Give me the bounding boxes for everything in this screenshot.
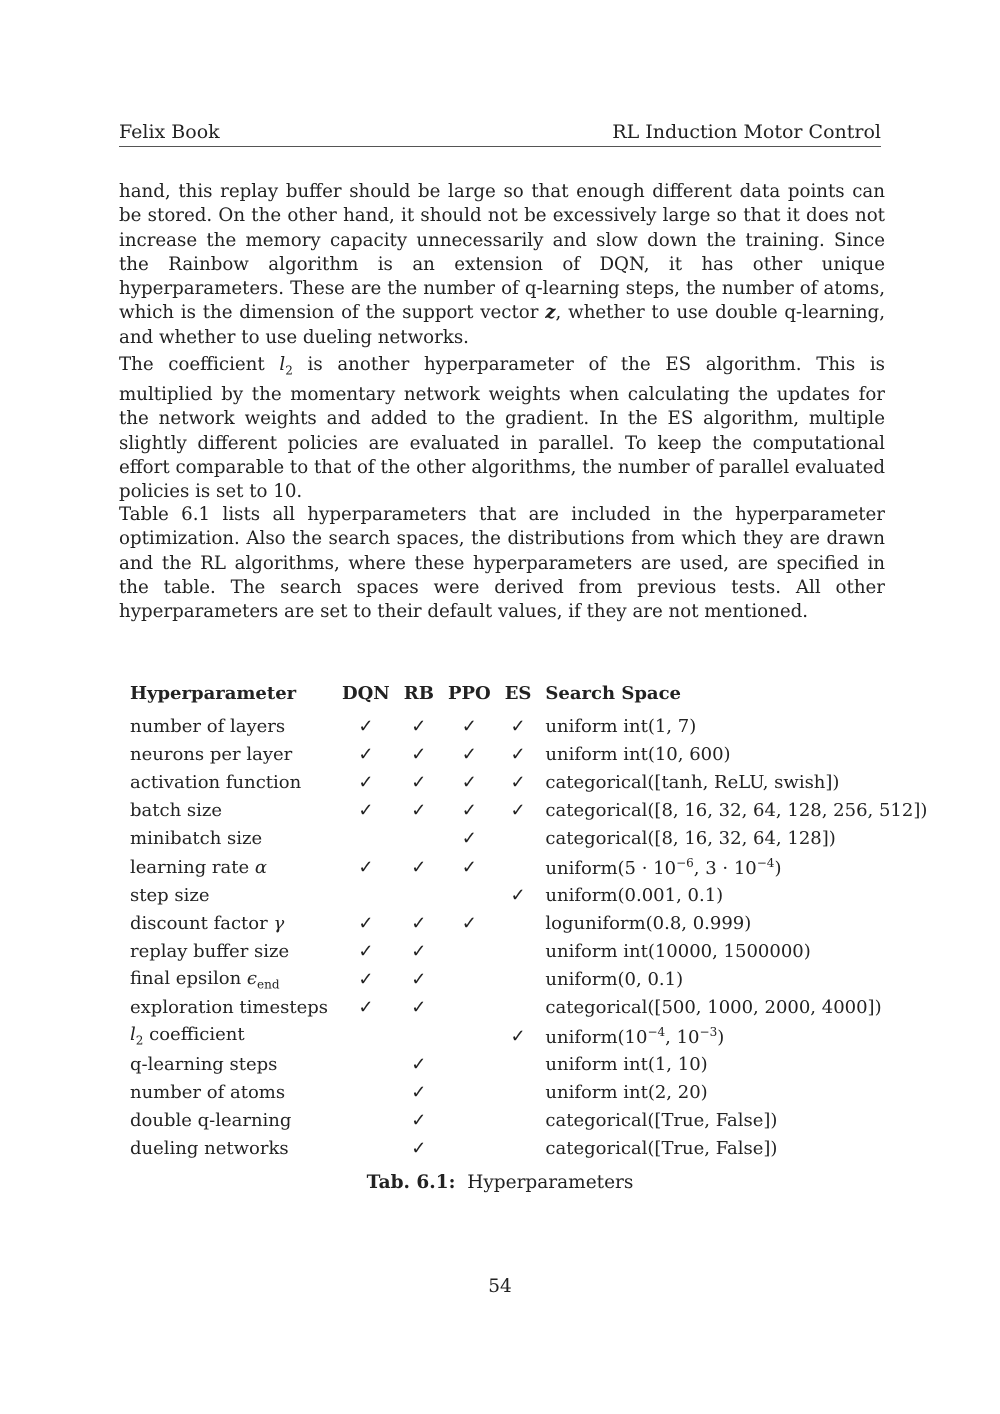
name-text: dueling networks [130, 1138, 289, 1160]
check-dqn [335, 1022, 397, 1050]
check-ppo: ✓ [461, 800, 477, 822]
paragraph-text-end: , whether to use double q-learning, and whether to use dueling networks. [119, 302, 885, 348]
exponent: −3 [699, 1024, 718, 1039]
hyperparameter-name [123, 909, 335, 937]
check-rb [397, 825, 441, 853]
search-space: categorical([500, 1000, 2000, 4000]) [545, 997, 882, 1019]
paragraph-replay-buffer [119, 180, 885, 350]
table-row [123, 1022, 934, 1050]
name-text: replay buffer size [130, 941, 290, 963]
math-var: l [130, 1024, 136, 1046]
name-text: activation function [130, 771, 302, 793]
hyperparameter-name [123, 825, 335, 853]
table-row [123, 768, 934, 796]
check-ppo [441, 1135, 498, 1163]
hyperparameter-table [123, 676, 934, 1163]
table-row [123, 1078, 934, 1106]
name-text: coefficient [143, 1024, 245, 1046]
check-dqn [335, 1078, 397, 1106]
check-ppo [441, 966, 498, 994]
check-ppo [441, 1107, 498, 1135]
table-row [123, 994, 934, 1022]
check-es [498, 938, 539, 966]
name-text: minibatch size [130, 828, 263, 850]
check-es: ✓ [510, 771, 526, 793]
hyperparameter-name [123, 966, 335, 994]
check-es [498, 1078, 539, 1106]
check-es [498, 1135, 539, 1163]
math-var-z: z [545, 302, 556, 324]
name-text: discount factor [130, 912, 268, 934]
table-row [123, 881, 934, 909]
check-dqn: ✓ [358, 771, 374, 793]
paragraph-text: hand, this replay buffer should be large so that enough different data points can be stored. On the other hand, it should not be excessively large so that it does not increase the memory capacity unnecessarily and slow down the training. Since the Rainbow algorithm is an extension of DQN, it has other unique hyperparameters. These are the number of q-learning steps, the number of atoms, which is the dimension of the support vector [119, 181, 885, 324]
caption-text: Hyperparameters [467, 1172, 634, 1193]
check-es: ✓ [510, 800, 526, 822]
hyperparameter-name [123, 994, 335, 1022]
hyperparameter-name [123, 710, 335, 740]
check-rb: ✓ [411, 969, 427, 991]
check-ppo [441, 938, 498, 966]
math-subscript: 2 [285, 363, 293, 378]
check-dqn [335, 825, 397, 853]
caption-label: Tab. 6.1: [366, 1172, 456, 1193]
check-rb: ✓ [411, 912, 427, 934]
check-ppo [441, 881, 498, 909]
check-rb: ✓ [411, 1138, 427, 1160]
search-space: uniform int(2, 20) [545, 1082, 708, 1104]
exponent: −6 [676, 855, 694, 870]
check-rb: ✓ [411, 856, 427, 878]
check-es [498, 909, 539, 937]
math-var: α [254, 856, 268, 878]
check-dqn: ✓ [358, 856, 374, 878]
search-space: categorical([True, False]) [545, 1138, 778, 1160]
table-row [123, 825, 934, 853]
name-text: exploration timesteps [130, 997, 328, 1019]
check-ppo: ✓ [461, 743, 477, 765]
check-dqn: ✓ [358, 997, 374, 1019]
math-var: γ [273, 912, 285, 934]
check-es [498, 1050, 539, 1078]
table-header-row [123, 676, 934, 710]
paragraph-l2-coefficient [119, 353, 885, 504]
col-header-dqn: DQN [342, 682, 390, 704]
name-text: neurons per layer [130, 743, 293, 765]
math-var: ϵ [246, 967, 257, 989]
search-space-text: ) [717, 1026, 725, 1048]
check-dqn: ✓ [358, 912, 374, 934]
check-rb: ✓ [411, 997, 427, 1019]
check-ppo [441, 1078, 498, 1106]
check-es [498, 994, 539, 1022]
hyperparameter-name [123, 1050, 335, 1078]
hyperparameter-name [123, 1107, 335, 1135]
search-space: uniform(0.001, 0.1) [545, 884, 724, 906]
search-space-text: uniform(5 · 10 [545, 857, 677, 879]
check-es [498, 1107, 539, 1135]
hyperparameter-name [123, 797, 335, 825]
check-dqn [335, 881, 397, 909]
table-caption [0, 1172, 1000, 1193]
check-es: ✓ [510, 884, 526, 906]
search-space: uniform(0, 0.1) [545, 969, 684, 991]
page-number: 54 [488, 1276, 512, 1297]
col-header-rb: RB [403, 682, 434, 704]
math-subscript: end [257, 977, 280, 992]
check-ppo [441, 994, 498, 1022]
check-rb: ✓ [411, 1082, 427, 1104]
paragraph-text-end: is another hyperparameter of the ES algorithm. This is multiplied by the momentary network weights when calculating the updates for the network weights and added to the gradient. In the ES algorithm, multiple slightly different policies are evaluated in parallel. To keep the computational effort comparable to that of the other algorithms, the number of parallel evaluated policies is set to 10. [119, 354, 885, 503]
col-header-es: ES [504, 682, 532, 704]
name-text: step size [130, 884, 210, 906]
search-space: categorical([True, False]) [545, 1110, 778, 1132]
table-row [123, 909, 934, 937]
check-dqn: ✓ [358, 941, 374, 963]
search-space: categorical([tanh, ReLU, swish]) [545, 771, 840, 793]
check-es [498, 825, 539, 853]
header-title: RL Induction Motor Control [612, 121, 881, 143]
search-space-text: , 10 [665, 1026, 700, 1048]
math-subscript: 2 [135, 1033, 144, 1048]
page-header [119, 118, 881, 147]
table-row [123, 938, 934, 966]
col-header-search-space: Search Space [545, 682, 681, 704]
search-space [538, 853, 934, 881]
name-text: double q-learning [130, 1110, 292, 1132]
search-space: uniform int(1, 7) [545, 715, 697, 737]
check-ppo [441, 1022, 498, 1050]
search-space-text: , 3 · 10 [693, 857, 757, 879]
check-rb: ✓ [411, 1053, 427, 1075]
check-rb: ✓ [411, 771, 427, 793]
table-row [123, 1107, 934, 1135]
check-ppo: ✓ [461, 771, 477, 793]
table-row [123, 966, 934, 994]
check-es: ✓ [510, 743, 526, 765]
check-ppo: ✓ [461, 828, 477, 850]
check-rb: ✓ [411, 715, 427, 737]
search-space: loguniform(0.8, 0.999) [545, 912, 752, 934]
check-dqn: ✓ [358, 715, 374, 737]
hyperparameter-name [123, 768, 335, 796]
name-text: number of layers [130, 715, 286, 737]
table-body [123, 710, 934, 1163]
check-dqn [335, 1135, 397, 1163]
hyperparameter-name [123, 938, 335, 966]
check-es [498, 966, 539, 994]
search-space-text: ) [774, 857, 782, 879]
hyperparameter-name [123, 1022, 335, 1050]
hyperparameter-name [123, 881, 335, 909]
name-text: number of atoms [130, 1082, 286, 1104]
check-ppo: ✓ [461, 715, 477, 737]
name-text: q-learning steps [130, 1053, 278, 1075]
paragraph-text-start: The coefficient [119, 354, 280, 375]
name-text: learning rate [130, 856, 250, 878]
col-header-hyperparameter: Hyperparameter [130, 682, 297, 704]
header-author: Felix Book [119, 121, 220, 143]
search-space-text: uniform(10 [545, 1026, 648, 1048]
col-header-ppo: PPO [447, 682, 491, 704]
search-space: categorical([8, 16, 32, 64, 128, 256, 512]) [545, 800, 928, 822]
hyperparameter-name [123, 853, 335, 881]
check-rb [397, 1022, 441, 1050]
check-rb: ✓ [411, 800, 427, 822]
table-row [123, 710, 934, 740]
paragraph-table-intro: Table 6.1 lists all hyperparameters that are included in the hyperparameter optimization. Also the search spaces, the distributions from which they are drawn and the RL algorithms, where these hyperparameters are used, are specified in the table. The search spaces were derived from previous tests. All other hyperparameters are set to their default values, if they are not mentioned. [119, 504, 885, 623]
table-row [123, 1050, 934, 1078]
check-rb: ✓ [411, 1110, 427, 1132]
check-rb [397, 881, 441, 909]
check-dqn [335, 1107, 397, 1135]
check-ppo [441, 1050, 498, 1078]
table-row [123, 797, 934, 825]
name-text: batch size [130, 800, 223, 822]
exponent: −4 [756, 855, 775, 870]
check-ppo: ✓ [461, 856, 477, 878]
check-dqn: ✓ [358, 743, 374, 765]
search-space: uniform int(10000, 1500000) [545, 941, 811, 963]
search-space: uniform int(1, 10) [545, 1053, 708, 1075]
check-es: ✓ [510, 715, 526, 737]
search-space: uniform int(10, 600) [545, 743, 731, 765]
exponent: −4 [647, 1024, 666, 1039]
check-es [498, 853, 539, 881]
check-dqn [335, 1050, 397, 1078]
check-dqn: ✓ [358, 800, 374, 822]
name-text: final epsilon [130, 967, 242, 989]
check-rb: ✓ [411, 743, 427, 765]
check-es: ✓ [510, 1025, 526, 1047]
search-space: categorical([8, 16, 32, 64, 128]) [545, 828, 836, 850]
check-ppo: ✓ [461, 912, 477, 934]
check-dqn: ✓ [358, 969, 374, 991]
math-var-l: l [279, 354, 286, 375]
hyperparameter-name [123, 1078, 335, 1106]
search-space [538, 1022, 934, 1050]
table-row [123, 1135, 934, 1163]
table-row [123, 740, 934, 768]
hyperparameter-name [123, 740, 335, 768]
table-row [123, 853, 934, 881]
hyperparameter-name [123, 1135, 335, 1163]
check-rb: ✓ [411, 941, 427, 963]
